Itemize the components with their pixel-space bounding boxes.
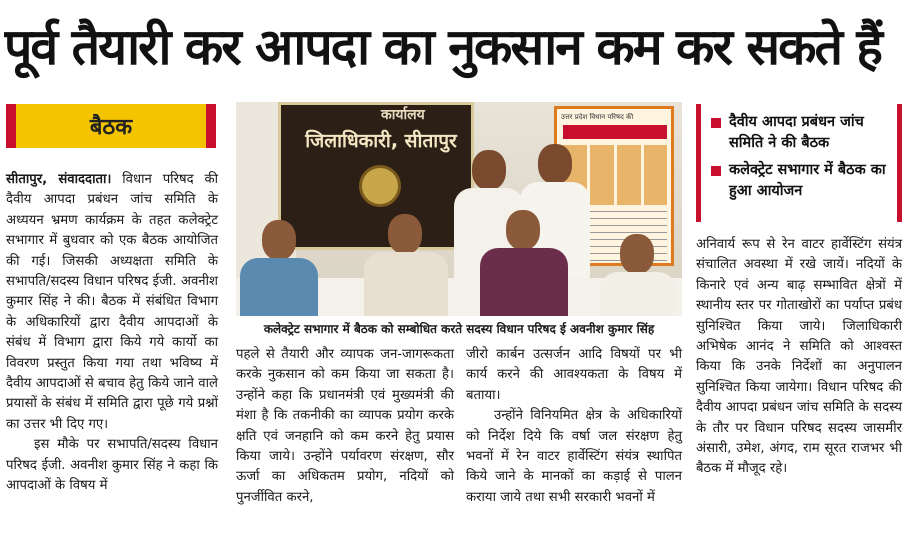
column-3-paragraph-1: जीरो कार्बन उत्सर्जन आदि विषयों पर भी कार्य करने की आवश्यकता के विषय में बताया।	[466, 347, 682, 403]
highlight-text: दैवीय आपदा प्रबंधन जांच समिति ने की बैठक	[729, 114, 864, 151]
banner-red-strip	[563, 125, 667, 139]
banner-top-text: उत्तर प्रदेश विधान परिषद की	[561, 113, 634, 121]
article-column-2	[236, 345, 454, 508]
column-1-text-1: विधान परिषद की दैवीय आपदा प्रबंधन जांच समिति के अध्ययन भ्रमण कार्यक्रम के तहत कलेक्ट्रेट सभागार में बुधवार को एक बैठक आयोजित की गई। जिसकी अध्यक्षता समिति के सभापति/सदस्य विधान परिषद ईजी. अवनीश कुमार सिंह ने की। बैठक में संबंधित विभाग के अधिकारियों द्वारा दैवीय आपदाओं के संबंध में विभाग द्वारा किये गये कार्यो का विवरण प्रस्तुत किया गया तथा भविष्य में दैवीय आपदाओं से बचाव हेतु किये जाने वाले प्रयासों के संबंध में समिति द्वारा पूछे गये प्रश्नों का उत्तर भी दिए गए।	[6, 172, 219, 432]
article-column-1	[6, 170, 218, 497]
column-1-paragraph-1	[6, 170, 218, 435]
news-photo	[236, 102, 682, 316]
section-kicker	[6, 104, 216, 148]
highlight-text: कलेक्ट्रेट सभागार में बैठक का हुआ आयोजन	[729, 162, 886, 199]
column-1-paragraph-2: इस मौके पर सभापति/सदस्य विधान परिषद ईजी. अवनीश कुमार सिंह ने कहा कि आपदाओं के विषय में	[6, 437, 218, 494]
nameboard-title: जिलाधिकारी, सीतापुर	[305, 130, 457, 152]
column-2-paragraph-1: पहले से तैयारी और व्यापक जन-जागरूकता करके नुकसान को कम किया जा सकता है। उन्होंने कहा कि प्रधानमंत्री एवं मुख्यमंत्री की मंशा है कि तकनीकी का व्यापक प्रयोग करके क्षति एवं जनहानि को कम करने हेतु प्रयास किया जाये। उन्होंने पर्यावरण संरक्षण, सौर ऊर्जा का अधिकतम प्रयोग, नदियों को पुनर्जीवित करने,	[236, 347, 454, 505]
column-3-paragraph-2: उन्होंने विनियमित क्षेत्र के अधिकारियों को निर्देश दिये कि वर्षा जल संरक्षण हेतु भवनों में रेन वाटर हार्वेस्टिंग संयंत्र स्थापित किये जाने के मानकों का कड़ाई से पालन कराया जाये तथा सभी सरकारी भवनों में	[466, 408, 682, 505]
office-nameboard	[278, 102, 474, 250]
article-column-4	[696, 235, 902, 480]
highlight-item	[709, 112, 891, 154]
photo-caption: कलेक्ट्रेट सभागार में बैठक को सम्बोधित करते सदस्य विधान परिषद ई अवनीश कुमार सिंह	[263, 322, 655, 336]
state-emblem-icon	[359, 165, 401, 207]
kicker-label: बैठक	[89, 115, 133, 140]
column-4-paragraph-1: अनिवार्य रूप से रेन वाटर हार्वेस्टिंग संयंत्र संचालित अवस्था में रखे जायें। नदियों के किनारे एवं अन्य बाढ़ सम्भावित क्षेत्रों में स्थानीय स्तर पर गोताखोरों का पर्याप्त प्रबंध सुनिश्चित किया जाये। जिलाधिकारी अभिषेक आनंद ने समिति को आश्वस्त किया कि उनके निर्देशों का अनुपालन सुनिश्चित किया जायेगा। विधान परिषद की दैवीय आपदा प्रबंधन जांच समिति के सदस्य के तौर पर विधान परिषद सदस्य जासमीर अंसारी, उमेश, अंगद, राम सूरत राजभर भी बैठक में मौजूद रहे।	[696, 237, 902, 477]
dateline: सीतापुर, संवाददाता।	[6, 172, 112, 187]
highlights-box	[696, 104, 902, 222]
square-bullet-icon	[711, 118, 721, 128]
highlight-item	[709, 160, 891, 202]
article-column-3	[466, 345, 682, 508]
square-bullet-icon	[711, 166, 721, 176]
nameboard-top-text: कार्यालय	[381, 107, 425, 123]
headline: पूर्व तैयारी कर आपदा का नुकसान कम कर सकते हैं	[4, 18, 881, 76]
